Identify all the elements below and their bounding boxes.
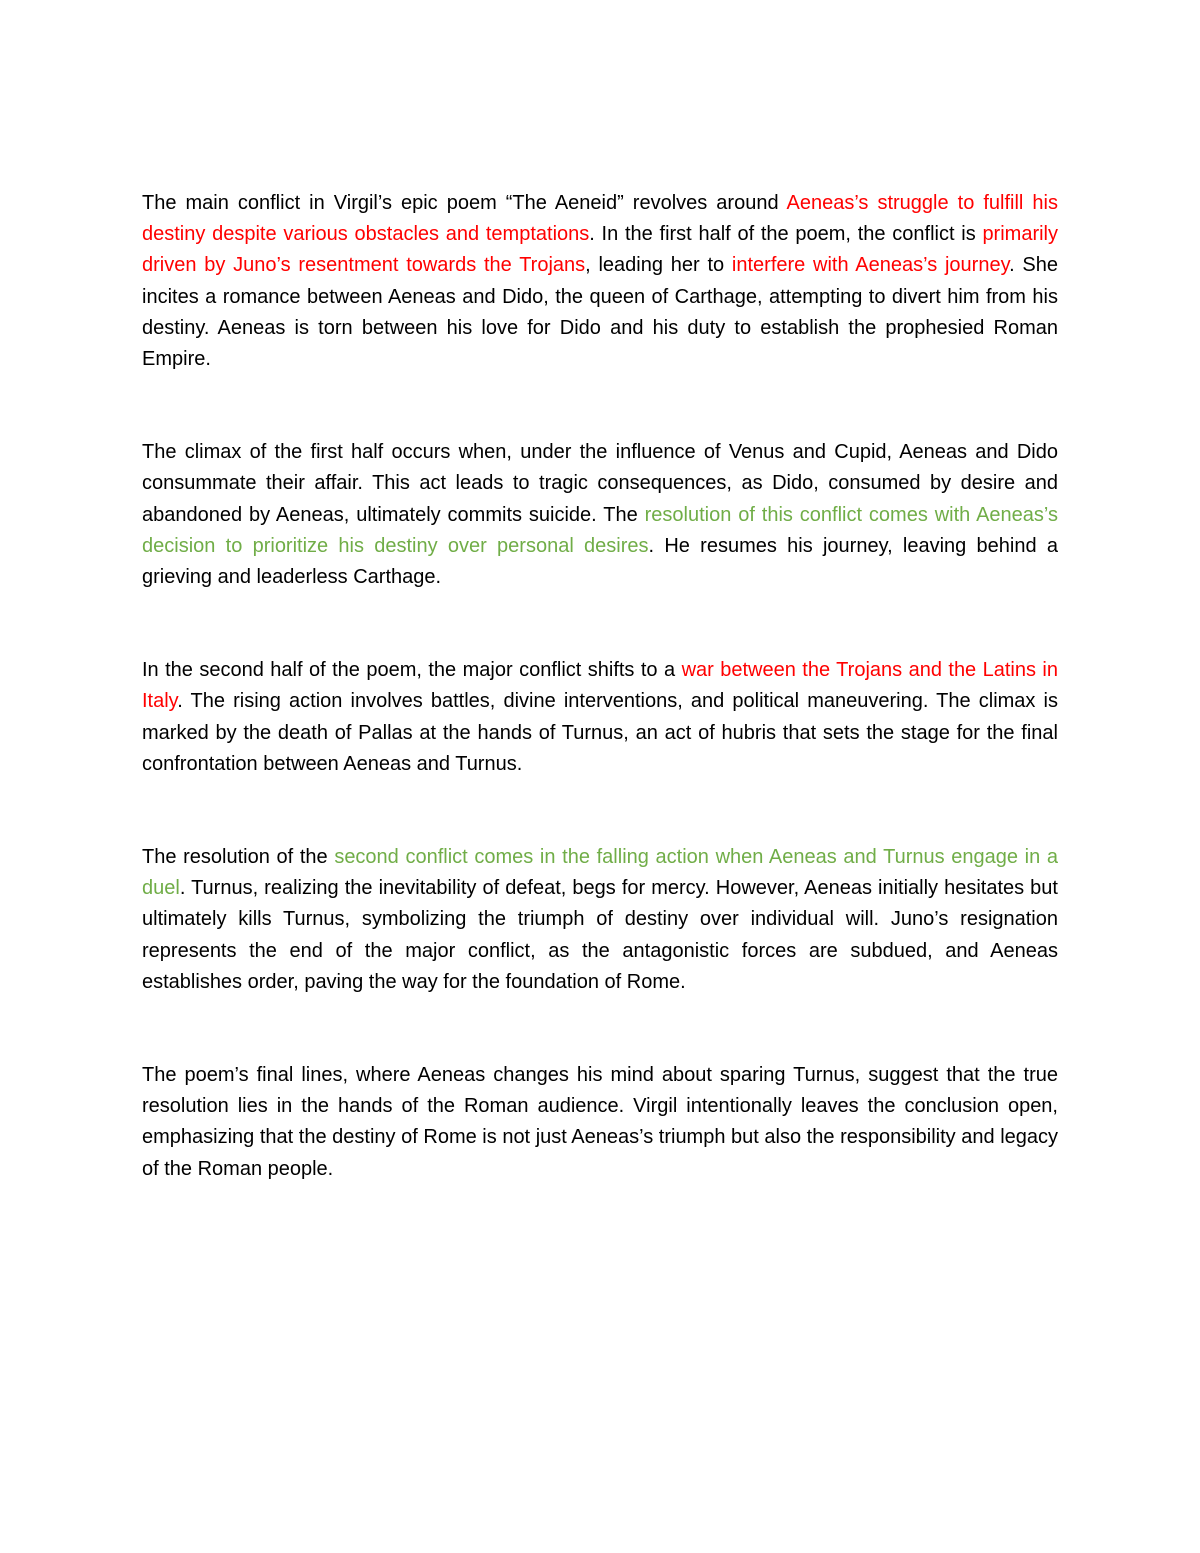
text-segment: . The rising action involves battles, divine interventions, and political maneuvering. The climax is marked by the death of Pallas at the hands of Turnus, an act of hubris that sets the stage for the final confrontation between Aeneas and Turnus. bbox=[142, 690, 1058, 775]
highlight-red-segment: interfere with Aeneas’s journey bbox=[731, 254, 1010, 277]
text-segment: The main conflict in Virgil’s epic poem “The Aeneid” revolves around bbox=[142, 192, 787, 214]
paragraph-first-climax bbox=[142, 437, 1058, 593]
paragraph-final-lines bbox=[142, 1060, 1058, 1185]
text-segment: . In the first half of the poem, the conflict is bbox=[589, 223, 983, 246]
highlight-red-segment: primarily driven by Juno’s resentment towards the Trojans bbox=[142, 223, 1058, 277]
text-segment: . Turnus, realizing the inevitability of defeat, begs for mercy. However, Aeneas initially hesitates but ultimately kills Turnus, symbolizing the triumph of destiny over individual will. Juno’s resignation represents the end of the major conflict, as the antagonistic forces are subdued, and Aeneas establishes order, paving the way for the foundation of Rome. bbox=[142, 877, 1058, 993]
text-segment: The resolution of the bbox=[142, 846, 335, 869]
text-segment: The climax of the first half occurs when, under the influence of Venus and Cupid, Aeneas and Dido consummate their affair. This act leads to tragic consequences, as Dido, consumed by desire and abandoned by Aeneas, ultimately commits suicide. The bbox=[142, 441, 1058, 526]
text-segment: . She incites a romance between Aeneas and Dido, the queen of Carthage, attempting to divert him from his destiny. Aeneas is torn between his love for Dido and his duty to establish the prophesied Roman Empire. bbox=[142, 254, 1059, 371]
paragraph-second-resolution bbox=[142, 842, 1058, 998]
text-segment: . He resumes his journey, leaving behind a grieving and leaderless Carthage. bbox=[142, 534, 1058, 589]
document-page bbox=[142, 188, 1058, 1247]
highlight-green-segment: resolution of this conflict comes with Aeneas’s decision to prioritize his destiny over personal desires bbox=[142, 503, 1058, 557]
text-segment: , leading her to bbox=[585, 254, 732, 277]
highlight-red-segment: Aeneas’s struggle to fulfill his destiny despite various obstacles and temptations bbox=[142, 192, 1058, 246]
text-segment: In the second half of the poem, the major conflict shifts to a bbox=[142, 659, 682, 682]
paragraph-main-conflict bbox=[142, 188, 1058, 375]
text-segment: The poem’s final lines, where Aeneas changes his mind about sparing Turnus, suggest that the true resolution lies in the hands of the Roman audience. Virgil intentionally leaves the conclusion open, emphasizing that the destiny of Rome is not just Aeneas’s triumph but also the responsibility and legacy of the Roman people. bbox=[142, 1064, 1058, 1180]
paragraph-second-half bbox=[142, 655, 1058, 780]
highlight-red-segment: war between the Trojans and the Latins in Italy bbox=[142, 659, 1059, 713]
highlight-green-segment: second conflict comes in the falling action when Aeneas and Turnus engage in a duel bbox=[142, 846, 1059, 900]
